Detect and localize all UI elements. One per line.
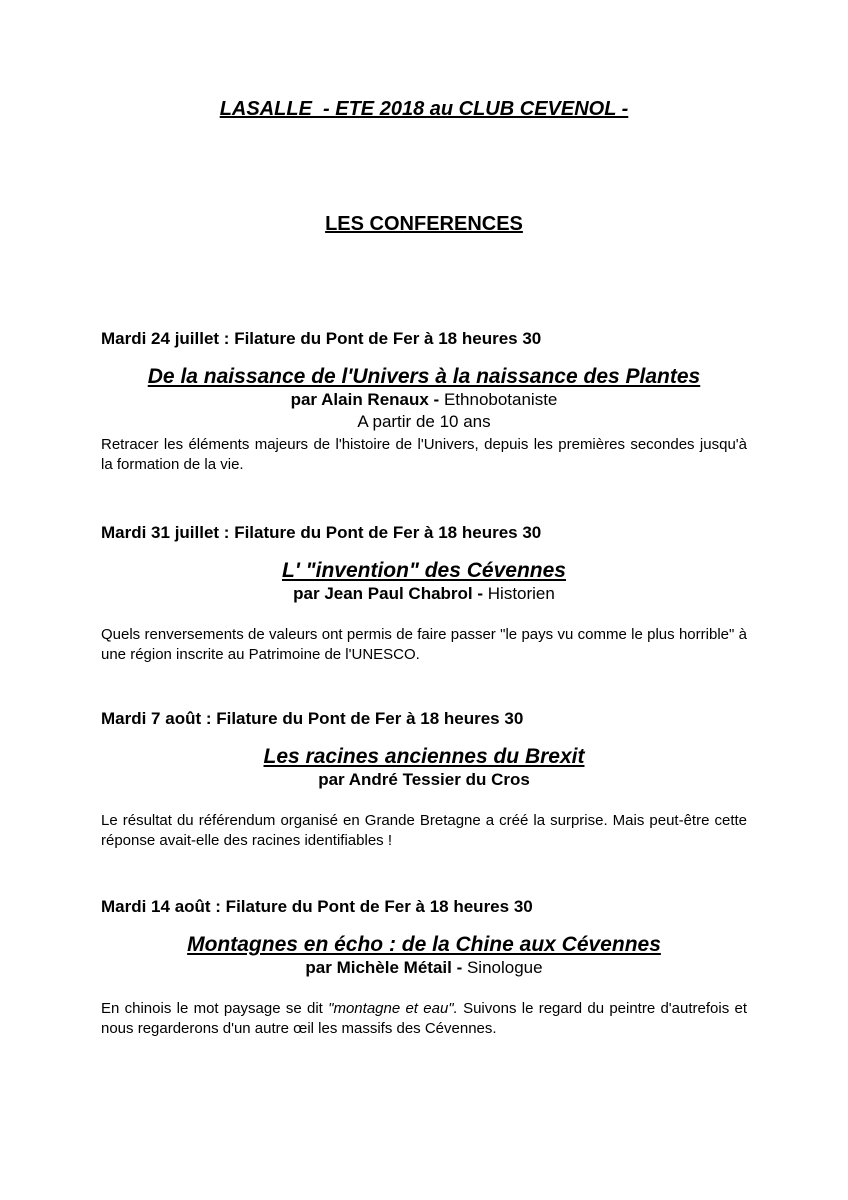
event-description: Retracer les éléments majeurs de l'histoire de l'Univers, depuis les premières secondes jusqu'à la formation de la vie. (101, 436, 747, 473)
description-text: Suivons le regard du peintre d'autrefois et nous regarderons d'un autre œil les massifs des Cévennes. (101, 1000, 748, 1037)
description-quote: "montagne et eau". (328, 1000, 458, 1017)
speaker-name: par André Tessier du Cros (318, 770, 530, 789)
event-speaker (101, 583, 747, 605)
speaker-name: par Michèle Métail - (305, 958, 463, 977)
event-speaker (101, 769, 747, 791)
event-item-2 (101, 522, 747, 665)
event-date: Mardi 14 août : Filature du Pont de Fer à 18 heures 30 (101, 897, 533, 916)
event-date: Mardi 7 août : Filature du Pont de Fer à 18 heures 30 (101, 709, 524, 728)
event-title: De la naissance de l'Univers à la naissance des Plantes (147, 365, 701, 388)
event-title: Les racines anciennes du Brexit (263, 745, 585, 768)
speaker-name: par Jean Paul Chabrol - (293, 584, 484, 603)
event-date: Mardi 24 juillet : Filature du Pont de Fer à 18 heures 30 (101, 329, 542, 348)
event-item-4 (101, 896, 747, 1039)
event-age: A partir de 10 ans (357, 412, 491, 431)
speaker-role: Sinologue (466, 958, 543, 977)
event-description (101, 999, 747, 1039)
speaker-name: par Alain Renaux - (290, 390, 440, 409)
section-title: LES CONFERENCES (325, 213, 523, 235)
event-speaker (101, 957, 747, 979)
event-title: L' "invention" des Cévennes (282, 559, 566, 582)
description-text: En chinois le mot paysage se dit (101, 1000, 329, 1017)
event-title: Montagnes en écho : de la Chine aux Cévennes (187, 933, 661, 956)
event-item-1 (101, 328, 747, 475)
page-title: LASALLE - ETE 2018 au CLUB CEVENOL - (219, 98, 629, 120)
event-speaker (101, 389, 747, 411)
event-item-3 (101, 708, 747, 851)
speaker-role: Ethnobotaniste (443, 390, 558, 409)
event-description: Le résultat du référendum organisé en Grande Bretagne a créé la surprise. Mais peut-être cette réponse avait-elle des racines identifiables ! (101, 812, 747, 849)
speaker-role: Historien (487, 584, 555, 603)
event-date: Mardi 31 juillet : Filature du Pont de Fer à 18 heures 30 (101, 523, 542, 542)
event-description: Quels renversements de valeurs ont permis de faire passer "le pays vu comme le plus horrible" à une région inscrite au Patrimoine de l'UNESCO. (101, 626, 747, 663)
